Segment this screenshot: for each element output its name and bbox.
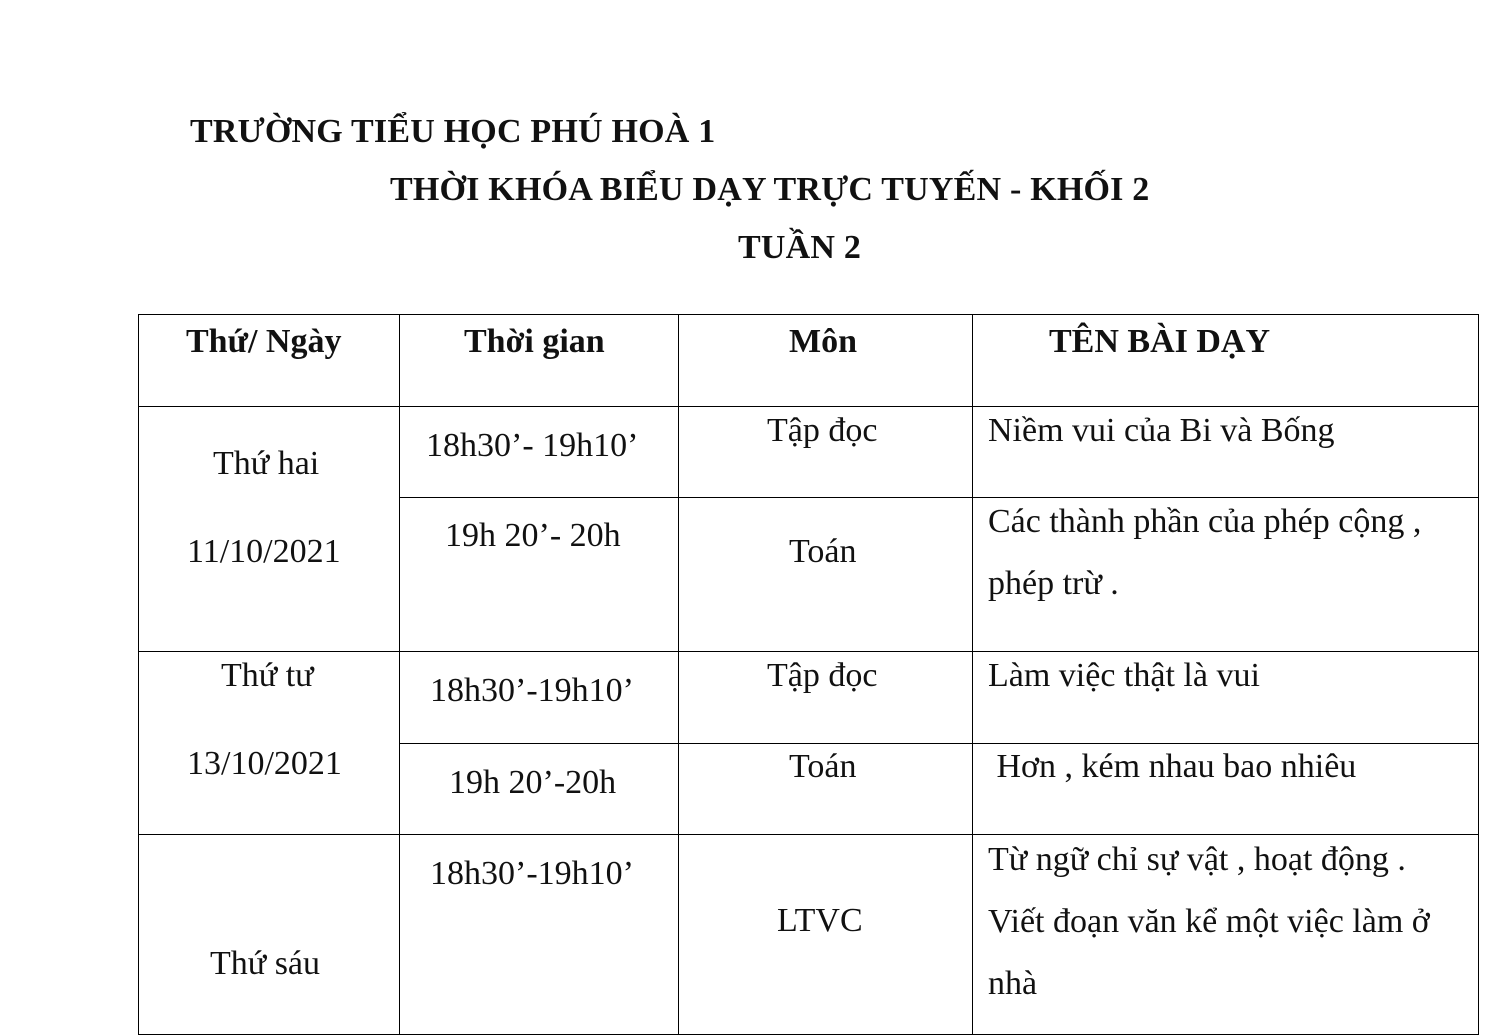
day-name: Thứ hai (213, 445, 320, 482)
subject-cell: LTVC (679, 835, 973, 1035)
time-cell: 18h30’- 19h10’ (400, 407, 679, 498)
column-header-time: Thời gian (400, 315, 679, 407)
subject-cell: Toán (679, 744, 973, 835)
table-row (139, 652, 1479, 744)
subject-cell: Tập đọc (679, 407, 973, 498)
table-row (139, 835, 1479, 1035)
school-name: TRƯỜNG TIỂU HỌC PHÚ HOÀ 1 (190, 113, 716, 150)
time-cell: 19h 20’- 20h (400, 498, 679, 652)
day-name: Thứ tư (221, 657, 314, 694)
subject-cell: Tập đọc (679, 652, 973, 744)
day-date: 13/10/2021 (187, 745, 342, 782)
lesson-cell: Làm việc thật là vui (973, 652, 1479, 744)
column-header-lesson: TÊN BÀI DẠY (973, 315, 1479, 407)
day-date: 11/10/2021 (187, 533, 341, 570)
document-title: THỜI KHÓA BIỂU DẠY TRỰC TUYẾN - KHỐI 2 (390, 171, 1150, 208)
table-header-row (139, 315, 1479, 407)
week-label: TUẦN 2 (738, 229, 862, 266)
time-cell: 18h30’-19h10’ (400, 835, 679, 1035)
day-cell (139, 835, 400, 1035)
time-cell: 18h30’-19h10’ (400, 652, 679, 744)
subject-cell: Toán (679, 498, 973, 652)
lesson-cell: Niềm vui của Bi và Bống (973, 407, 1479, 498)
time-cell: 19h 20’-20h (400, 744, 679, 835)
day-cell (139, 652, 400, 835)
lesson-cell: Từ ngữ chỉ sự vật , hoạt động . Viết đoạn văn kể một việc làm ở nhà (973, 835, 1479, 1035)
schedule-table (138, 314, 1479, 1035)
column-header-day: Thứ/ Ngày (139, 315, 400, 407)
day-cell (139, 407, 400, 652)
lesson-cell: Các thành phần của phép cộng , phép trừ . (973, 498, 1479, 652)
lesson-cell: Hơn , kém nhau bao nhiêu (973, 744, 1479, 835)
day-name: Thứ sáu (210, 945, 321, 982)
column-header-subject: Môn (679, 315, 973, 407)
table-row (139, 407, 1479, 498)
